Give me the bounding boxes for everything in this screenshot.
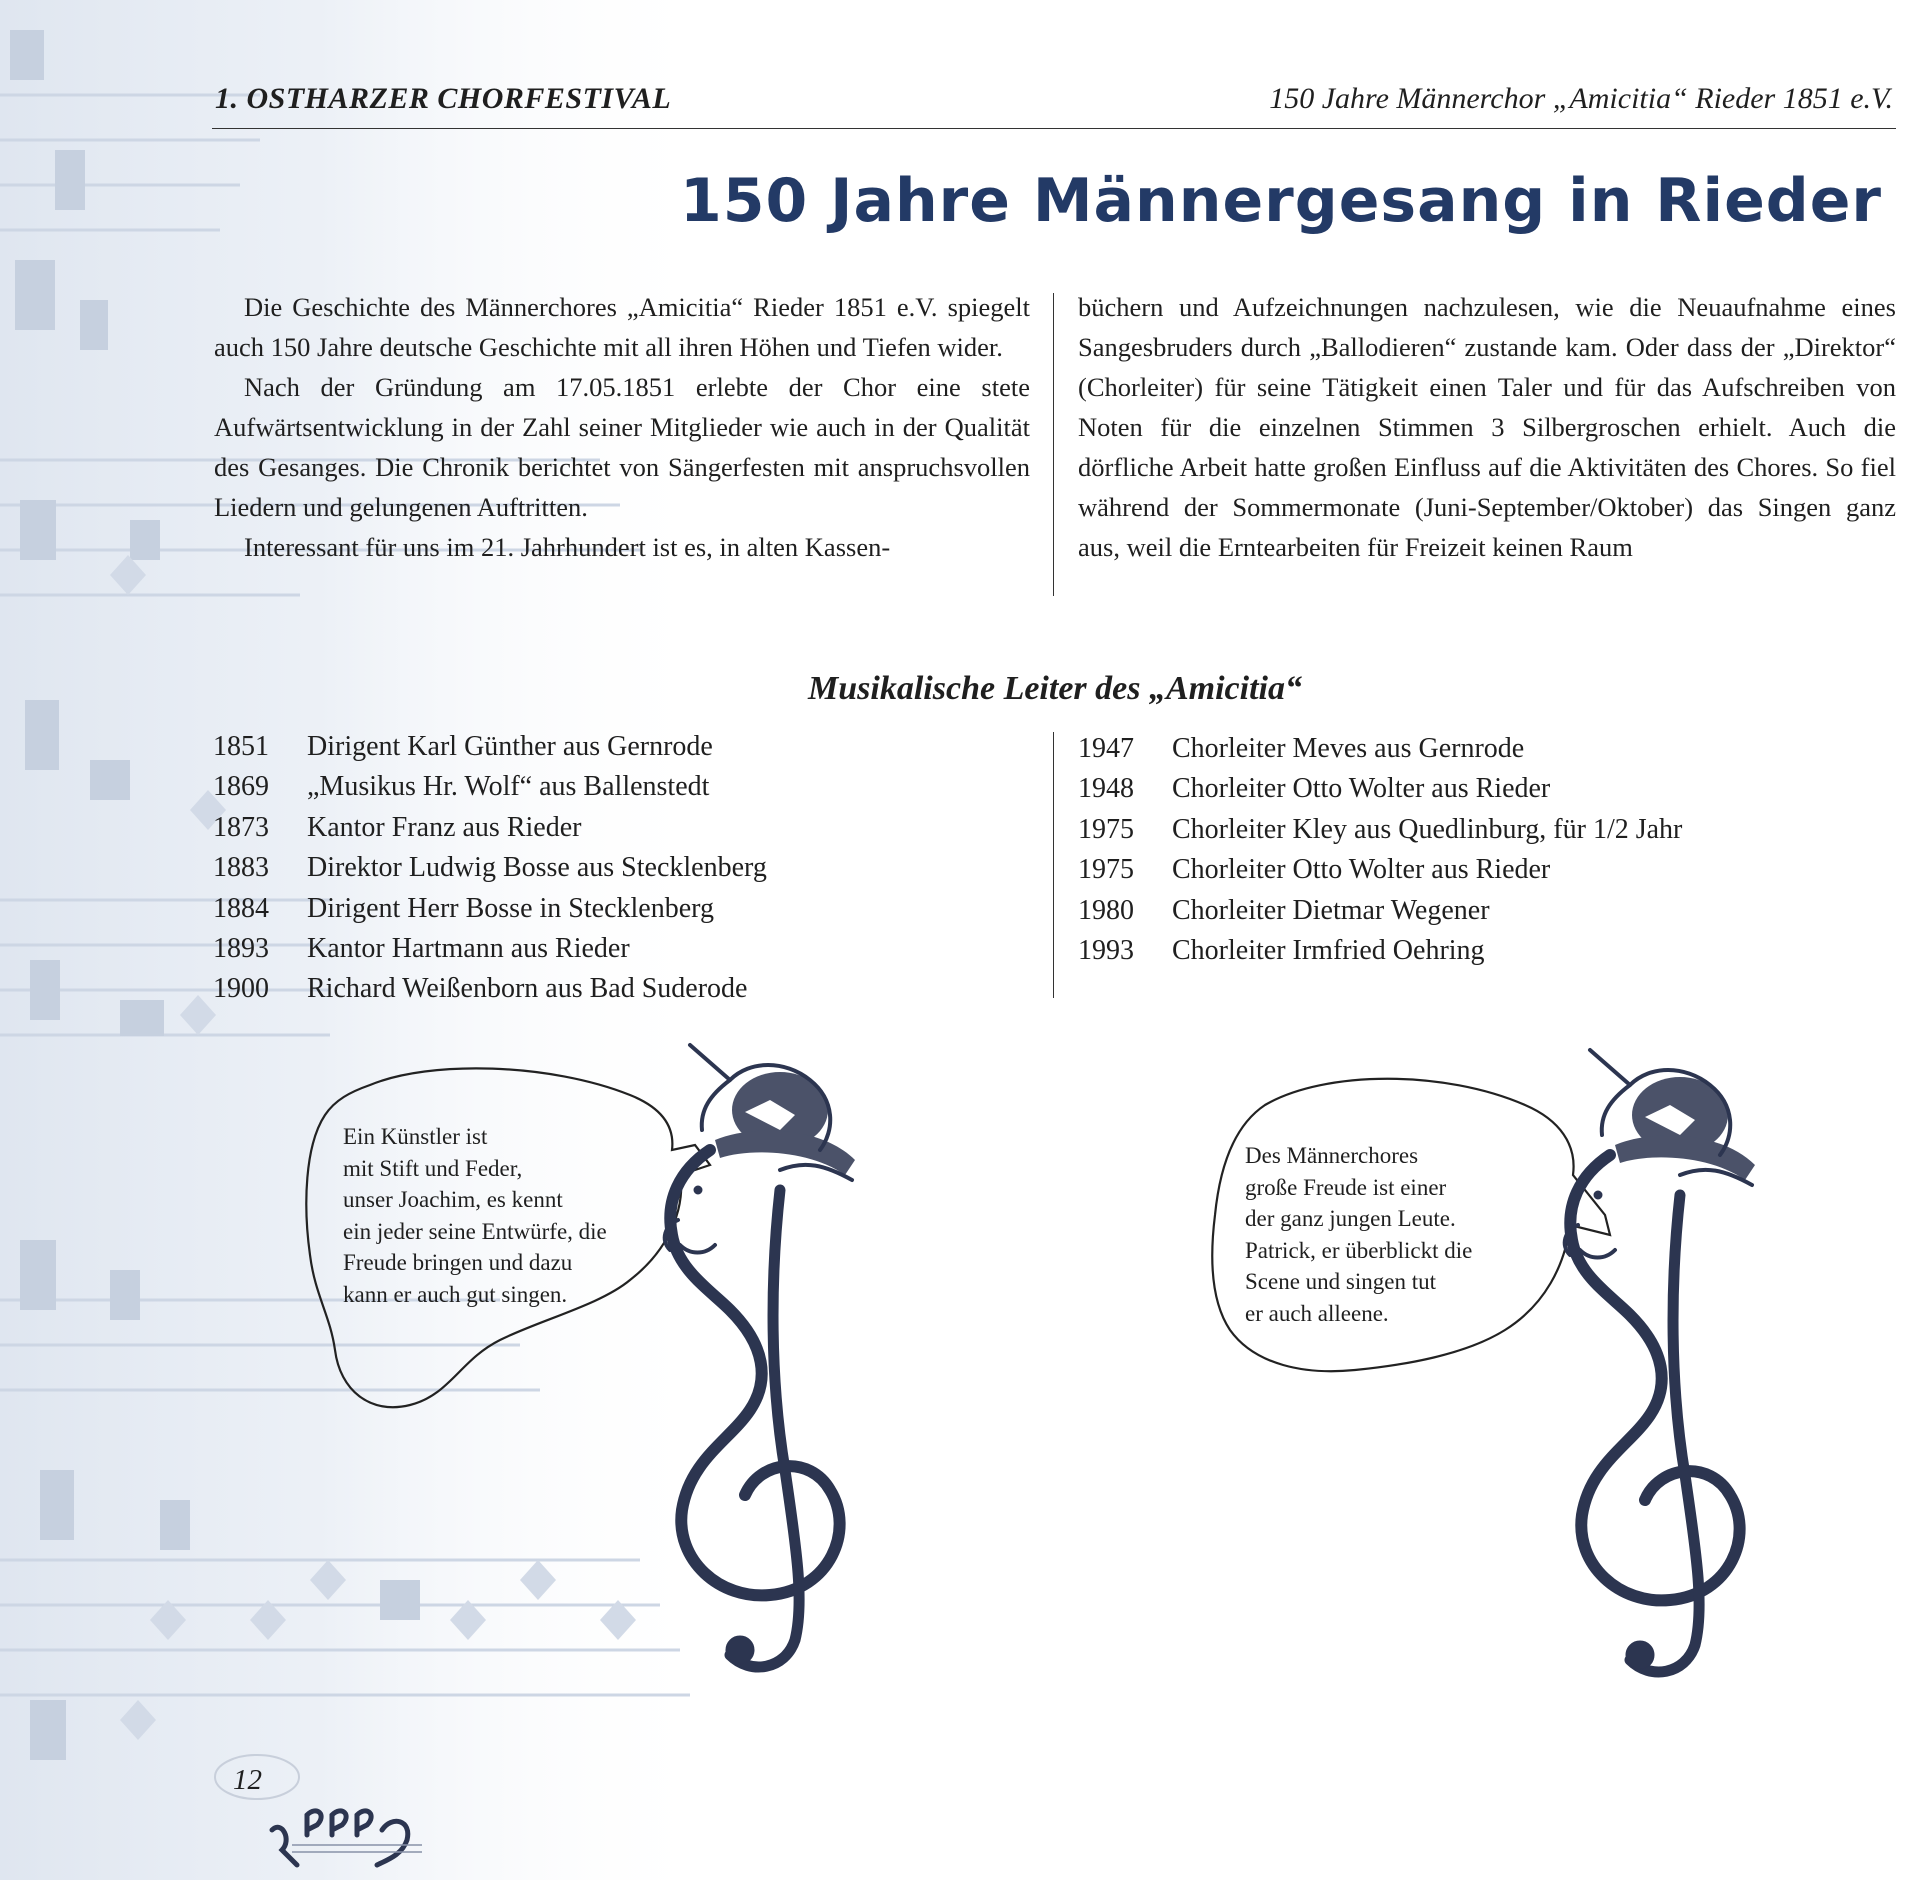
running-header-right: 150 Jahre Männerchor „Amicitia“ Rieder 1851 e.V.: [1269, 82, 1893, 115]
intro-paragraph: Interessant für uns im 21. Jahrhundert ist es, in alten Kassen-: [244, 532, 891, 562]
list-item: 1873 Kantor Franz aus Rieder: [213, 811, 582, 843]
list-item: 1980 Chorleiter Dietmar Wegener: [1078, 894, 1490, 926]
header-rule: [212, 128, 1896, 129]
intro-paragraph: Die Geschichte des Männerchores „Amicitia“ Rieder 1851 e.V. spiegelt auch 150 Jahre deutsche Geschichte mit all ihren Höhen und Tiefen wider.: [214, 292, 1030, 362]
leaders-list-left: [213, 727, 767, 1010]
list-item: 1884 Dirigent Herr Bosse in Stecklenberg: [213, 892, 714, 924]
bubble-text-right: Des Männerchores große Freude ist einer der ganz jungen Leute. Patrick, er überblickt die Scene und singen tut er auch alleene.: [1245, 1143, 1473, 1326]
list-item: 1993 Chorleiter Irmfried Oehring: [1078, 935, 1485, 967]
list-item: 1851 Dirigent Karl Günther aus Gernrode: [213, 731, 713, 762]
list-item: 1893 Kantor Hartmann aus Rieder: [213, 933, 630, 965]
music-notes-logo-icon: [262, 1790, 442, 1870]
intro-column-left: [214, 287, 1030, 567]
list-item: 1975 Chorleiter Kley aus Quedlinburg, für 1/2 Jahr: [1078, 813, 1683, 845]
intro-paragraph: büchern und Aufzeichnungen nachzulesen, wie die Neuaufnahme eines Sangesbruders durch „Ballodieren“ zustande kam. Oder dass der „Direktor“ (Chorleiter) für seine Tätigkeit einen Taler und für das Aufschreiben von Noten für die einzelnen Stimmen 3 Silbergroschen erhielt. Auch die dörfliche Arbeit hatte großen Einfluss auf die Aktivitäten des Chores. So fiel während der Sommermonate (Juni-September/Oktober) das Singen ganz aus, weil die Erntearbeiten für Freizeit keinen Raum: [1078, 292, 1896, 562]
column-divider: [1053, 732, 1054, 998]
bubble-text-left: Ein Künstler ist mit Stift und Feder, unser Joachim, es kennt ein jeder seine Entwürfe, die Freude bringen und dazu kann er auch gut singen.: [343, 1124, 607, 1307]
treble-clef-mascot-icon: [620, 1040, 910, 1680]
intro-column-right: [1078, 287, 1896, 567]
list-item: 1883 Direktor Ludwig Bosse aus Stecklenberg: [213, 852, 767, 884]
running-header-left: 1. OSTHARZER CHORFESTIVAL: [215, 82, 672, 115]
list-item: 1900 Richard Weißenborn aus Bad Suderode: [213, 973, 748, 1005]
page-title: 150 Jahre Männergesang in Rieder: [680, 166, 1882, 236]
intro-paragraph: Nach der Gründung am 17.05.1851 erlebte der Chor eine stete Aufwärtsentwicklung in der Zahl seiner Mitglieder wie auch in der Qualität des Gesanges. Die Chronik berichtet von Sängerfesten mit anspruchsvollen Liedern und gelungenen Auftritten.: [214, 372, 1030, 522]
list-item: 1948 Chorleiter Otto Wolter aus Rieder: [1078, 773, 1551, 805]
list-item: 1869 „Musikus Hr. Wolf“ aus Ballenstedt: [213, 771, 710, 803]
leaders-heading: Musikalische Leiter des „Amicitia“: [808, 670, 1302, 707]
list-item: 1975 Chorleiter Otto Wolter aus Rieder: [1078, 854, 1551, 886]
column-divider: [1053, 293, 1054, 596]
leaders-list-right: [1078, 729, 1682, 971]
page-number: 12: [233, 1764, 262, 1796]
treble-clef-mascot-icon: [1520, 1045, 1810, 1685]
list-item: 1947 Chorleiter Meves aus Gernrode: [1078, 733, 1525, 764]
